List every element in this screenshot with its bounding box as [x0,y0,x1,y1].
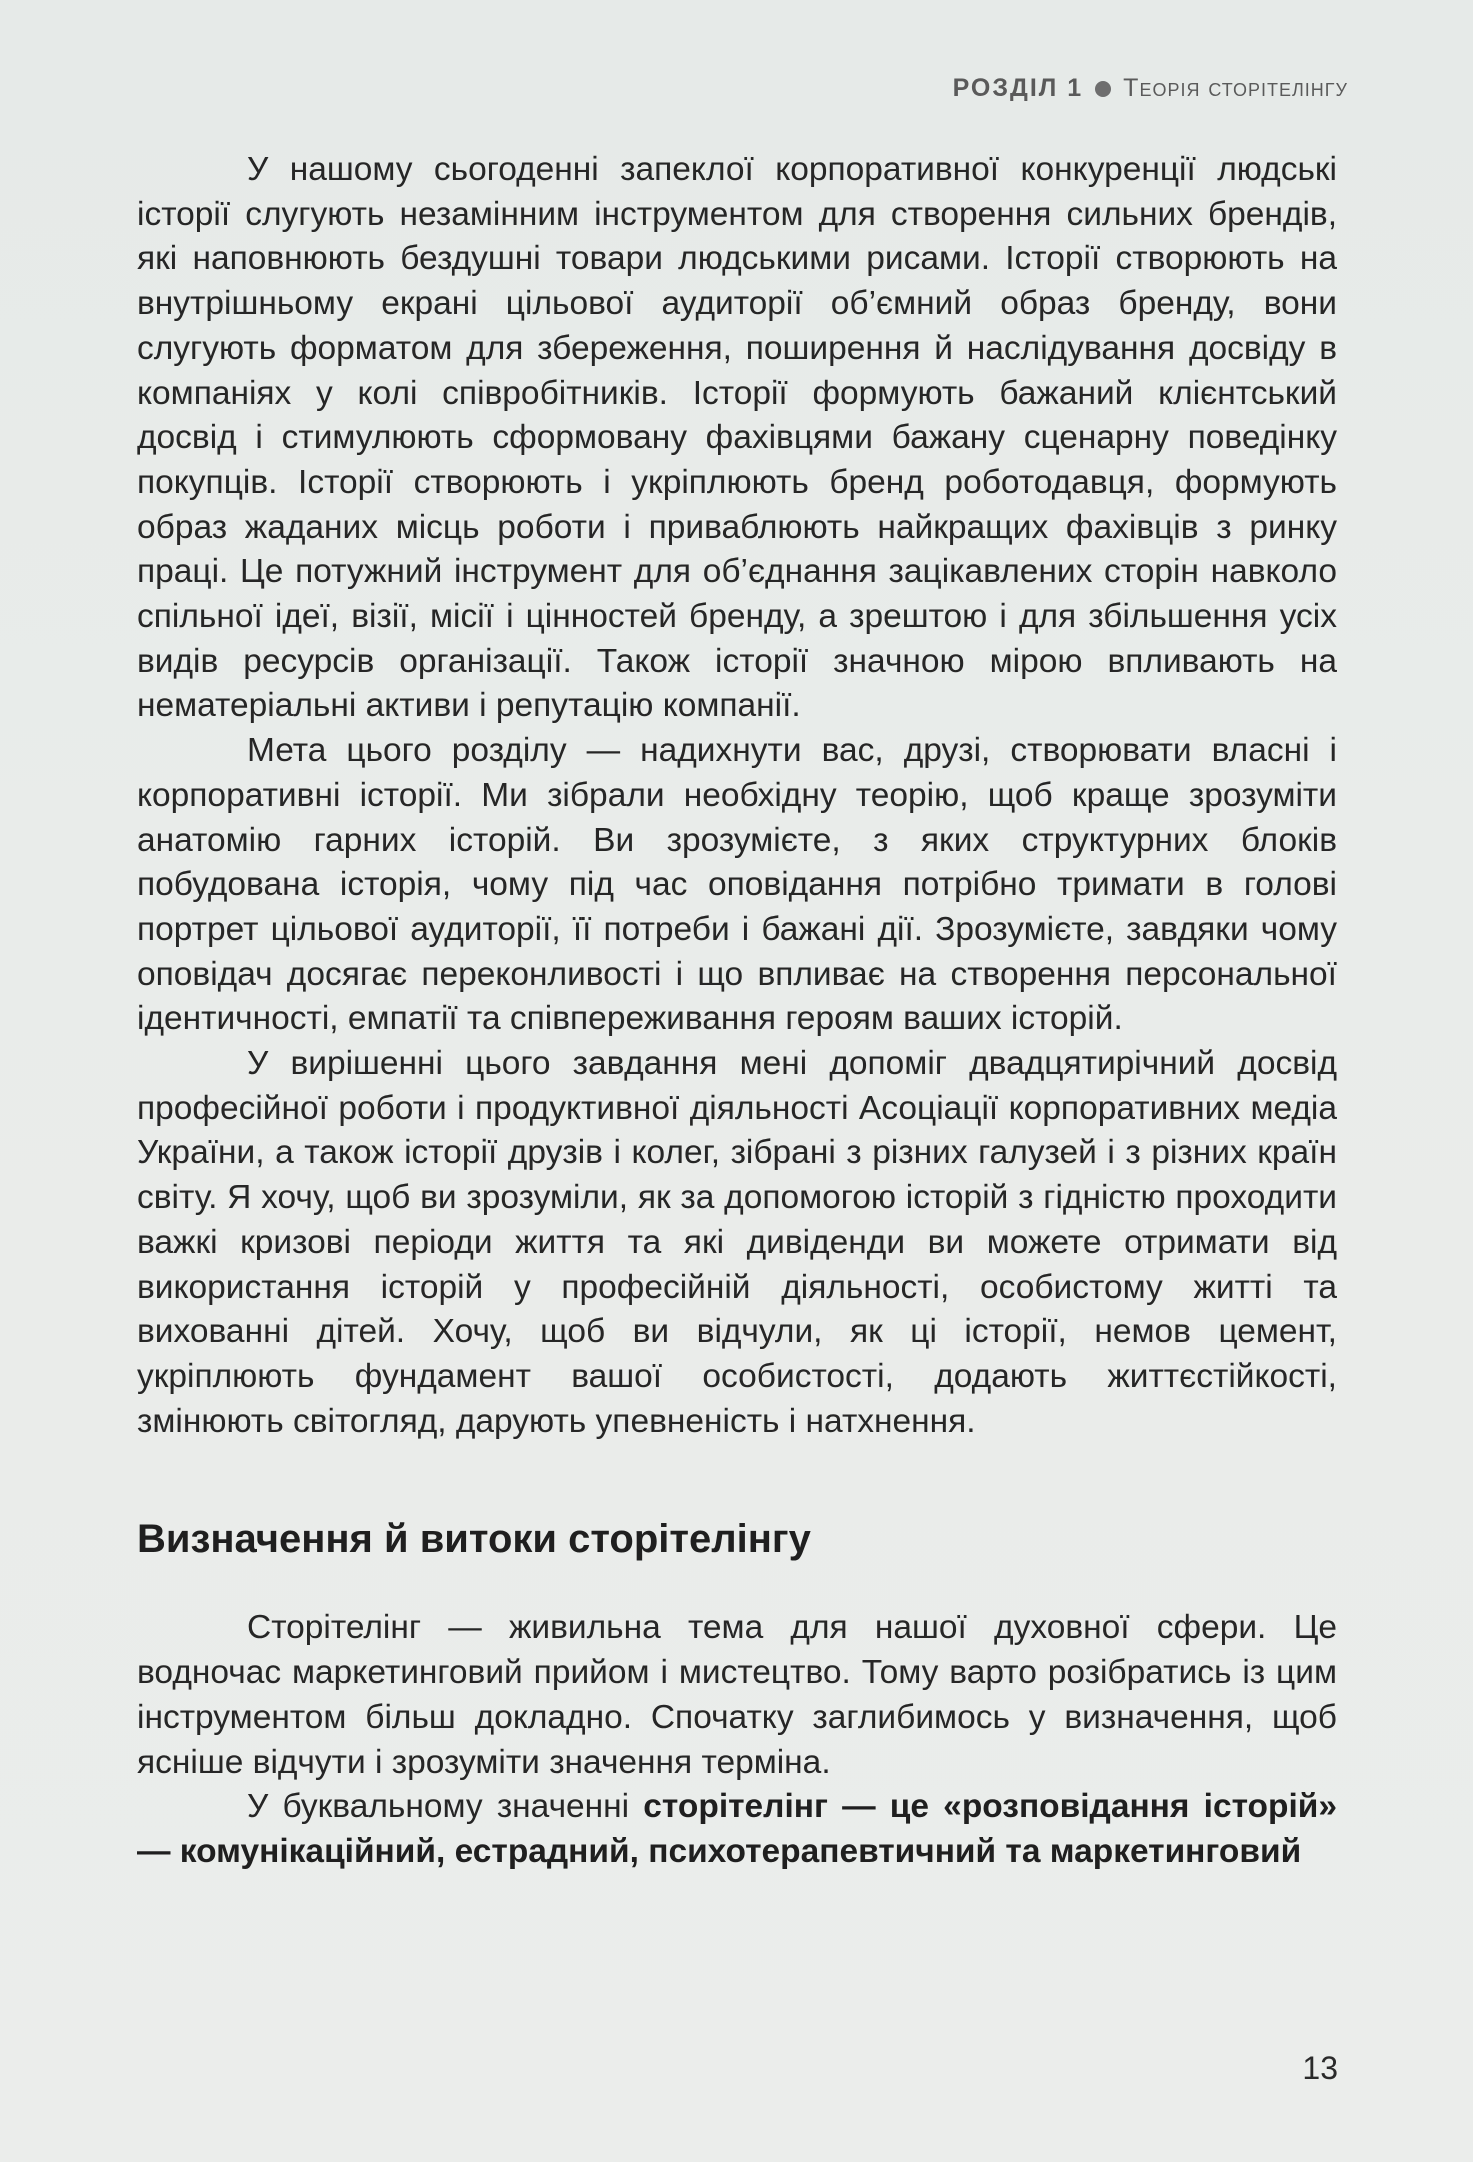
section-paragraph-2 [137,1785,1337,1874]
page-number: 13 [1302,2050,1338,2086]
section-paragraph-1: Сторітелінг — живильна тема для нашої духовної сфери. Це водночас маркетинговий прийом і мистецтво. Тому варто розібратись із цим інструментом більш докладно. Спочатку заглибимось у визначення, щоб ясніше відчути і зрозуміти значення терміна. [137,1609,1337,1781]
body-paragraph-2: Мета цього розділу — надихнути вас, друзі, створювати власні і корпоративні історії. Ми зібрали необхідну теорію, щоб краще зрозуміти анатомію гарних історій. Ви зрозумієте, з яких структурних блоків побудована історія, чому під час оповідання потрібно тримати в голові портрет цільової аудиторії, її потреби і бажані дії. Зрозумієте, завдяки чому оповідач досягає переконливості і що впливає на створення персональної ідентичності, емпатії та співпереживання героям ваших історій. [137,732,1337,1038]
definition-lead: У буквальному значенні [247,1788,644,1826]
body-paragraph-1: У нашому сьогоденні запеклої корпоративної конкуренції людські історії слугують незамінним інструментом для створення сильних брендів, які наповнюють бездушні товари людськими рисами. Історії створюють на внутрішньому екрані цільової аудиторії об’ємний образ бренду, вони слугують форматом для збереження, поширення й наслідування досвіду в компаніях у колі співробітників. Історії формують бажаний клієнтський досвід і стимулюють сформовану фахівцями бажану сценарну поведінку покупців. Історії створюють і укріплюють бренд роботодавця, формують образ жаданих місць роботи і приваблюють найкращих фахівців з ринку праці. Це потужний інструмент для об’єднання зацікавлених сторін навколо спільної ідеї, візії, місії і цінностей бренду, а зрештою і для збільшення усіх видів ресурсів організації. Також історії значною мірою впливають на нематеріальні активи і репутацію компанії. [137,151,1337,725]
bullet-dot-icon [1095,81,1111,97]
definition-bold: сторітелінг — це «розповідання історій» — комунікаційний, естрадний, психотерапевтичний та маркетинговий [137,1788,1337,1870]
chapter-title: Теорія сторітелінгу [1123,74,1348,102]
section-heading: Визначення й витоки сторітелінгу [137,1517,811,1562]
section-label: РОЗДІЛ 1 [952,74,1084,102]
running-header [953,74,1348,103]
body-paragraph-3: У вирішенні цього завдання мені допоміг двадцятирічний досвід професійної роботи і продуктивної діяльності Асоціації корпоративних медіа України, а також історії друзів і колег, зібрані з різних галузей і з різних країн світу. Я хочу, щоб ви зрозуміли, як за допомогою історій з гідністю проходити важкі кризові періоди життя та які дивіденди ви можете отримати від використання історій у професійній діяльності, особистому житті та вихованні дітей. Хочу, щоб ви відчули, як ці історії, немов цемент, укріплюють фундамент вашої особистості, додають життєстійкості, змінюють світогляд, дарують упевненість і натхнення. [137,1045,1337,1440]
page-body [137,148,1337,1875]
